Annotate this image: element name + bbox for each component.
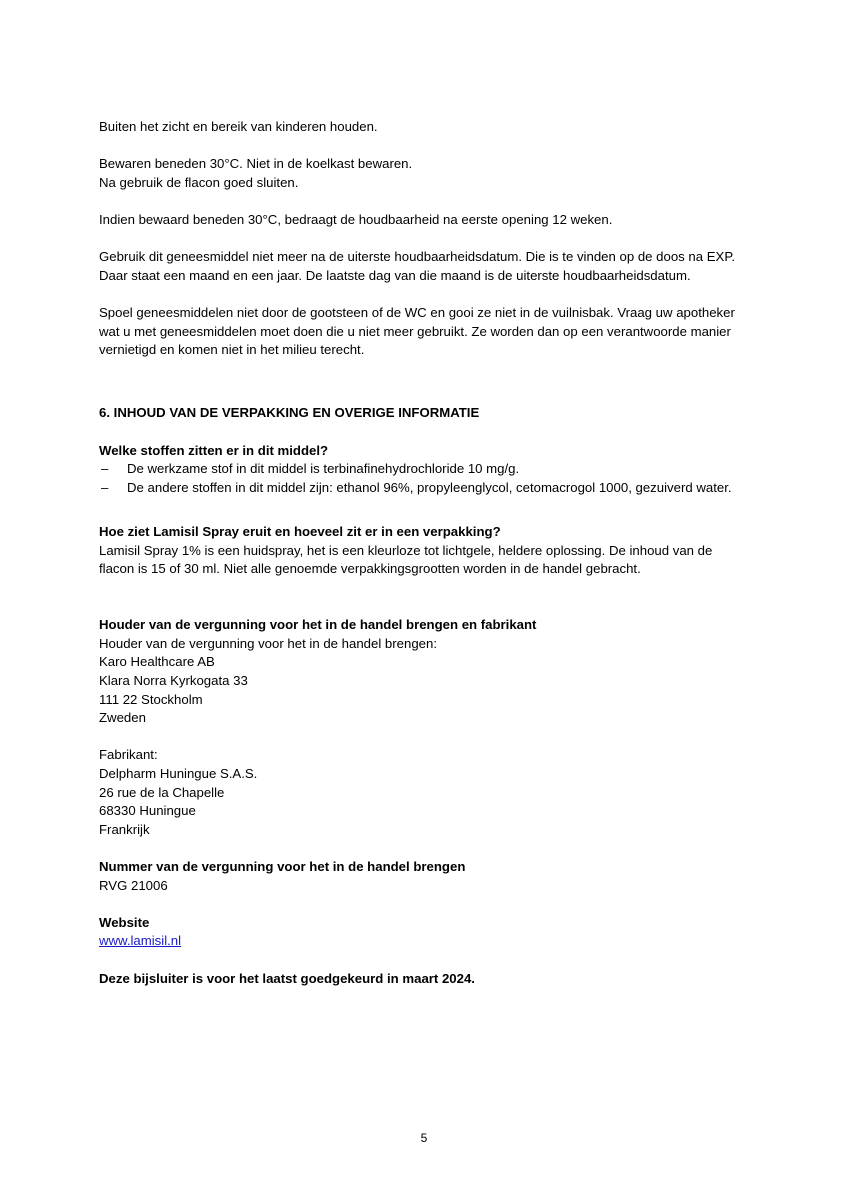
spacer [99,951,739,970]
manufacturer-address-line: 68330 Huningue [99,803,196,819]
approval-date-note: Deze bijsluiter is voor het laatst goedgekeurd in maart 2024. [99,970,475,986]
manufacturer-address-line: Delpharm Huningue S.A.S. [99,766,258,781]
list-item-label: De werkzame stof in dit middel is terbinafinehydrochloride 10 mg/g. [127,461,520,477]
paragraph-expiry-date: Gebruik dit geneesmiddel niet meer na de uiterste houdbaarheidsdatum. Die is te vinden op de doos na EXP. Daar staat een maand en een jaar. De laatste dag van die maand is de uiterste houdbaarheidsdatum. [99,249,736,283]
dash-bullet-icon: – [101,479,109,495]
spacer [99,895,739,914]
paragraph-shelf-life-after-opening: Indien bewaard beneden 30°C, bedraagt de houdbaarheid na eerste opening 12 weken. [99,211,613,227]
page-number: 5 [420,1131,428,1145]
spacer [99,497,739,523]
website-link[interactable]: www.lamisil.nl [99,933,182,949]
dash-bullet-icon: – [101,461,109,477]
paragraph-appearance: Lamisil Spray 1% is een huidspray, het is een kleurloze tot lichtgele, heldere oplossing. De inhoud van de flacon is 15 of 30 ml. Niet alle genoemde verpakkingsgrootten worden in de handel gebracht. [99,542,713,577]
manufacturer-address-line: 26 rue de la Chapelle [99,784,225,800]
spacer [99,598,739,617]
spacer [99,378,739,404]
document-content [99,118,739,988]
list-item [99,460,739,479]
spacer [99,192,739,211]
paragraph-storage-conditions [99,155,739,192]
storage-line-temperature: Bewaren beneden 30°C. Niet in de koelkast bewaren. [99,156,413,172]
authorisation-number-value: RVG 21006 [99,877,168,893]
ingredients-list [99,460,739,497]
spacer [99,839,739,858]
holder-address-line: Klara Norra Kyrkogata 33 [99,673,248,689]
manufacturer-label: Fabrikant: [99,747,158,763]
list-item-label: De andere stoffen in dit middel zijn: ethanol 96%, propyleenglycol, cetomacrogol 1000, gezuiverd water. [127,479,732,495]
subheading-marketing-authorisation-holder: Houder van de vergunning voor het in de handel brengen en fabrikant [99,617,537,633]
subheading-appearance: Hoe ziet Lamisil Spray eruit en hoeveel zit er in een verpakking? [99,524,501,540]
paragraph-keep-out-of-reach: Buiten het zicht en bereik van kinderen houden. [99,119,378,134]
subheading-ingredients: Welke stoffen zitten er in dit middel? [99,442,329,458]
section-heading-6: 6. INHOUD VAN DE VERPAKKING EN OVERIGE INFORMATIE [99,405,480,421]
subheading-website: Website [99,914,150,930]
holder-label: Houder van de vergunning voor het in de handel brengen: [99,635,437,651]
holder-address-line: 111 22 Stockholm [99,691,203,707]
list-item [99,479,739,498]
spacer [99,728,739,747]
spacer [99,423,739,442]
holder-address-line: Karo Healthcare AB [99,654,215,670]
storage-line-closing: Na gebruik de flacon goed sluiten. [99,174,299,190]
paragraph-disposal: Spoel geneesmiddelen niet door de gootsteen of de WC en gooi ze niet in de vuilnisbak. Vraag uw apotheker wat u met geneesmiddelen moet doen die u niet meer gebruikt. Ze worden dan op een verantwoorde manier vernietigd en komen niet in het milieu terecht. [99,304,735,358]
holder-address-line: Zweden [99,710,146,726]
subheading-authorisation-number: Nummer van de vergunning voor het in de handel brengen [99,858,466,874]
manufacturer-address-line: Frankrijk [99,821,150,837]
